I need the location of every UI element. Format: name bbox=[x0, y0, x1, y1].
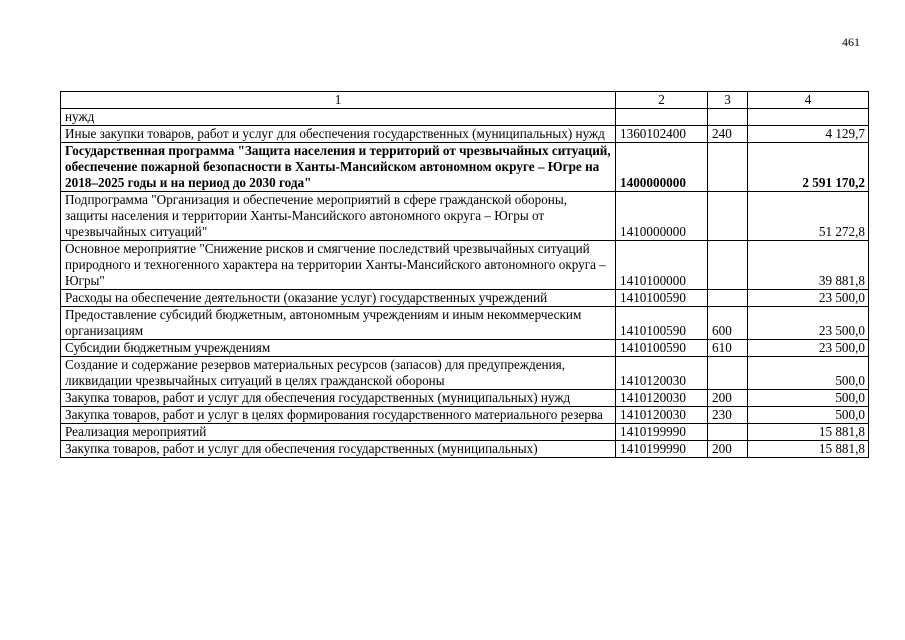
row-code-cell: 1410100590 bbox=[616, 340, 708, 357]
row-sum-cell: 15 881,8 bbox=[748, 441, 869, 458]
table-row bbox=[61, 241, 869, 290]
row-code-cell bbox=[616, 109, 708, 126]
table-row bbox=[61, 126, 869, 143]
row-code-cell: 1410120030 bbox=[616, 407, 708, 424]
row-expense-type-cell: 600 bbox=[708, 307, 748, 340]
table-row bbox=[61, 143, 869, 192]
row-sum-cell: 2 591 170,2 bbox=[748, 143, 869, 192]
row-expense-type-cell: 230 bbox=[708, 407, 748, 424]
row-name-cell: Государственная программа "Защита населения и территорий от чрезвычайных ситуаций, обеспечение пожарной безопасности в Ханты-Мансийском автономном округе – Югре на 2018–2025 годы и на период до 2030 года" bbox=[61, 143, 616, 192]
page-number: 461 bbox=[842, 35, 860, 49]
row-sum-cell: 23 500,0 bbox=[748, 307, 869, 340]
row-code-cell: 1410100590 bbox=[616, 290, 708, 307]
row-expense-type-cell: 200 bbox=[708, 441, 748, 458]
row-code-cell: 1410120030 bbox=[616, 390, 708, 407]
row-name-cell: Иные закупки товаров, работ и услуг для обеспечения государственных (муниципальных) нужд bbox=[61, 126, 616, 143]
row-sum-cell: 500,0 bbox=[748, 390, 869, 407]
row-name-cell: Подпрограмма "Организация и обеспечение мероприятий в сфере гражданской обороны, защиты населения и территории Ханты-Мансийского автономного округа – Югры от чрезвычайных ситуаций" bbox=[61, 192, 616, 241]
row-code-cell: 1400000000 bbox=[616, 143, 708, 192]
row-code-cell: 1360102400 bbox=[616, 126, 708, 143]
row-name-cell: Субсидии бюджетным учреждениям bbox=[61, 340, 616, 357]
column-header-sum: 4 bbox=[748, 92, 869, 109]
table-row bbox=[61, 307, 869, 340]
row-expense-type-cell bbox=[708, 109, 748, 126]
row-sum-cell: 23 500,0 bbox=[748, 290, 869, 307]
header-row bbox=[61, 92, 869, 109]
budget-table bbox=[60, 91, 869, 458]
row-sum-cell: 500,0 bbox=[748, 407, 869, 424]
row-expense-type-cell bbox=[708, 357, 748, 390]
row-sum-cell: 39 881,8 bbox=[748, 241, 869, 290]
row-sum-cell: 23 500,0 bbox=[748, 340, 869, 357]
row-code-cell: 1410120030 bbox=[616, 357, 708, 390]
row-name-cell: Предоставление субсидий бюджетным, автономным учреждениям и иным некоммерческим организациям bbox=[61, 307, 616, 340]
table-row bbox=[61, 441, 869, 458]
row-expense-type-cell: 240 bbox=[708, 126, 748, 143]
row-sum-cell: 4 129,7 bbox=[748, 126, 869, 143]
row-name-cell: Закупка товаров, работ и услуг в целях формирования государственного материального резерва bbox=[61, 407, 616, 424]
table-row bbox=[61, 109, 869, 126]
column-header-expense-type: 3 bbox=[708, 92, 748, 109]
row-expense-type-cell bbox=[708, 290, 748, 307]
row-expense-type-cell: 200 bbox=[708, 390, 748, 407]
row-expense-type-cell: 610 bbox=[708, 340, 748, 357]
row-sum-cell: 51 272,8 bbox=[748, 192, 869, 241]
table-row bbox=[61, 390, 869, 407]
row-sum-cell: 15 881,8 bbox=[748, 424, 869, 441]
table-row bbox=[61, 424, 869, 441]
table-row bbox=[61, 407, 869, 424]
row-name-cell: Основное мероприятие "Снижение рисков и смягчение последствий чрезвычайных ситуаций природного и техногенного характера на территории Ханты-Мансийского автономного округа – Югры" bbox=[61, 241, 616, 290]
row-expense-type-cell bbox=[708, 192, 748, 241]
row-code-cell: 1410100590 bbox=[616, 307, 708, 340]
table-header bbox=[61, 92, 869, 109]
table-row bbox=[61, 340, 869, 357]
column-header-name: 1 bbox=[61, 92, 616, 109]
table-body bbox=[61, 109, 869, 458]
column-header-code: 2 bbox=[616, 92, 708, 109]
row-name-cell: нужд bbox=[61, 109, 616, 126]
row-expense-type-cell bbox=[708, 424, 748, 441]
row-name-cell: Закупка товаров, работ и услуг для обеспечения государственных (муниципальных) нужд bbox=[61, 390, 616, 407]
row-name-cell: Создание и содержание резервов материальных ресурсов (запасов) для предупреждения, ликвидации чрезвычайных ситуаций в целях гражданской обороны bbox=[61, 357, 616, 390]
row-expense-type-cell bbox=[708, 241, 748, 290]
row-code-cell: 1410199990 bbox=[616, 424, 708, 441]
row-name-cell: Закупка товаров, работ и услуг для обеспечения государственных (муниципальных) bbox=[61, 441, 616, 458]
table-row bbox=[61, 290, 869, 307]
row-code-cell: 1410199990 bbox=[616, 441, 708, 458]
row-sum-cell: 500,0 bbox=[748, 357, 869, 390]
row-code-cell: 1410000000 bbox=[616, 192, 708, 241]
table-row bbox=[61, 192, 869, 241]
table-row bbox=[61, 357, 869, 390]
row-code-cell: 1410100000 bbox=[616, 241, 708, 290]
row-sum-cell bbox=[748, 109, 869, 126]
row-name-cell: Расходы на обеспечение деятельности (оказание услуг) государственных учреждений bbox=[61, 290, 616, 307]
row-name-cell: Реализация мероприятий bbox=[61, 424, 616, 441]
row-expense-type-cell bbox=[708, 143, 748, 192]
